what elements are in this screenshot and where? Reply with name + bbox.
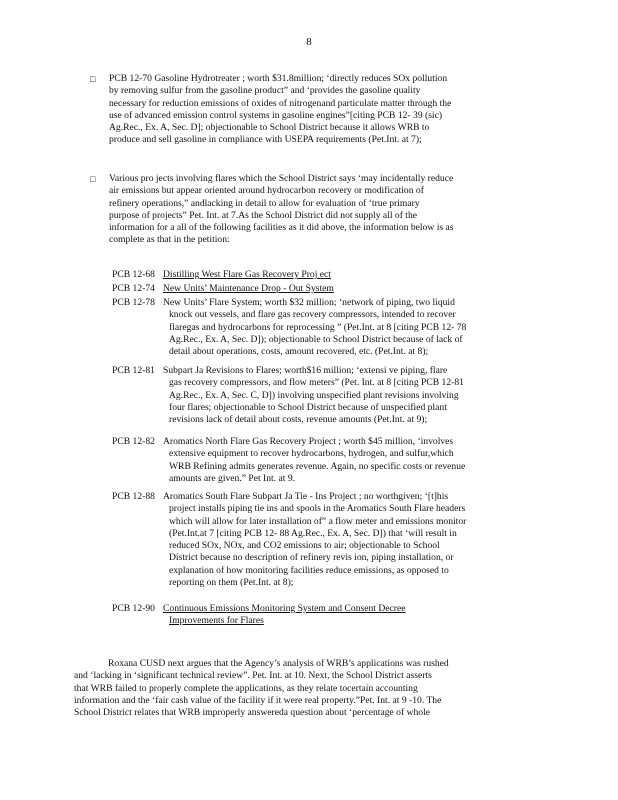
bullet-paragraph-2 [109,173,543,247]
text-line: Aromatics South Flare Subpart Ja Tie - Ins Project ; no worthgiven; ‘[t]his [163,491,449,502]
project-title: Continuous Emissions Monitoring System and Consent Decree [163,603,406,614]
text-line: project installs piping tie ins and spools in the Aromatics South Flare headers [169,503,466,515]
text-line: flaregas and hydrocarbons for reprocessing ” (Pet.Int. at 8 [citing PCB 12- 78 [169,321,467,333]
text-line: Ag.Rec., Ex. A, Sec. D]); objectionable to School District because of lack of [169,333,463,345]
pcb-code: PCB 12-68 [112,269,155,280]
pcb-item-12-90 [112,603,546,627]
text-line: necessary for reduction emissions of oxides of nitrogenand particulate matter through the [109,97,452,109]
text-line: information and the ‘fair cash value of the facility if it were real property.”Pet. Int. at 9 -10. The [74,694,442,706]
text-line: Aromatics North Flare Gas Recovery Project ; worth $45 million, ‘involves [163,436,454,447]
text-line: which will allow for later installation of” a flow meter and emissions monitor [169,515,467,527]
text-line: air emissions but appear oriented around hydrocarbon recovery or modification of [109,185,424,197]
text-line: refinery operations,” andlacking in detail to allow for evaluation of ‘true primary [109,197,420,209]
text-line: Ag.Rec., Ex. A, Sec. C, D]) involving unspecified plant revisions involving [169,389,459,401]
pcb-item-12-81 [112,365,546,426]
pcb-item-12-78 [112,297,546,358]
bullet-marker: □ [90,74,96,84]
text-line: reporting on them (Pet.Int. at 8); [169,577,294,589]
text-line: knock out vessels, and flare gas recovery compressors, intended to recover [169,309,456,321]
text-line: and ‘lacking in ‘significant technical review”. Pet. Int. at 10. Next, the School District asserts [74,670,432,682]
text-line: Subpart Ja Revisions to Flares; worth$16 million; ‘extensi ve piping, flare [163,365,448,376]
text-line: four flares; objectionable to School District because of unspecified plant [169,401,447,413]
pcb-item-12-68 [112,269,546,281]
pcb-item-12-82 [112,436,546,484]
pcb-code: PCB 12-88 [112,491,155,502]
text-line: WRB Refining admits generates revenue. Again, no specific costs or revenue [169,460,466,472]
pcb-code: PCB 12-90 [112,603,155,614]
text-line: School District relates that WRB improperly answereda question about ‘percentage of whole [74,707,431,719]
pcb-item-12-74 [112,283,546,295]
project-title: Distilling West Flare Gas Recovery Proj ect [163,269,331,280]
text-line: gas recovery compressors, and flow meters” (Pet. Int. at 8 [citing PCB 12-81 [169,377,464,389]
text-line: reduced SOx, NOx, and CO2 emissions to air; objectionable to School [169,540,440,552]
pcb-code: PCB 12-74 [112,283,155,294]
text-line: explanation of how monitoring facilities reduce emissions, as opposed to [169,564,449,576]
pcb-item-12-88 [112,491,546,589]
text-line: produce and sell gasoline in compliance with USEPA requirements (Pet.Int. at 7); [109,134,422,146]
text-line: Various pro jects involving flares which the School District says ‘may incidentally reduce [109,173,454,184]
text-line: use of advanced emission control systems in gasoline engines”[citing PCB 12- 39 (sic) [109,109,443,121]
text-line: revisions lack of detail about costs, revenue amounts (Pet.Int. at 9); [169,414,428,426]
project-title: Improvements for Flares [169,615,264,627]
text-line: information for a all of the following facilities as it did above, the information below is as [109,222,454,234]
text-line: New Units’ Flare System; worth $32 million; ‘network of piping, two liquid [163,297,455,308]
project-title: New Units’ Maintenance Drop - Out System [163,283,334,294]
text-line: Roxana CUSD next argues that the Agency’s analysis of WRB’s applications was rushed [108,658,449,669]
text-line: amounts are given.” Pet Int. at 9. [169,472,296,484]
pcb-code: PCB 12-81 [112,365,155,376]
text-line: detail about operations, costs, amount recovered, etc. (Pet.Int. at 8); [169,346,429,358]
text-line: Ag.Rec., Ex. A, Sec. D]; objectionable to School District because it allows WRB to [109,122,430,134]
bullet-marker: □ [90,174,96,184]
bullet-paragraph-1 [109,73,543,147]
text-line: that WRB failed to properly complete the applications, as they relate tocertain accounting [74,682,418,694]
text-line: by removing sulfur from the gasoline product” and ‘provides the gasoline quality [109,85,421,97]
text-line: complete as that in the petition: [109,234,230,246]
text-line: extensive equipment to recover hydrocarbons, hydrogen, and sulfur,which [169,448,454,460]
closing-paragraph [74,658,544,719]
text-line: District because no description of refinery revis ion, piping installation, or [169,552,454,564]
text-line: (Pet.Int.at 7 [citing PCB 12- 88 Ag.Rec., Ex. A, Sec. D]) that ‘will result in [169,527,457,539]
text-line: PCB 12-70 Gasoline Hydrotreater ; worth $31.8million; ‘directly reduces SOx pollution [109,73,448,84]
page-number: 8 [306,36,312,48]
pcb-code: PCB 12-82 [112,436,155,447]
text-line: purpose of projects” Pet. Int. at 7.As the School District did not supply all of the [109,209,418,221]
pcb-code: PCB 12-78 [112,297,155,308]
